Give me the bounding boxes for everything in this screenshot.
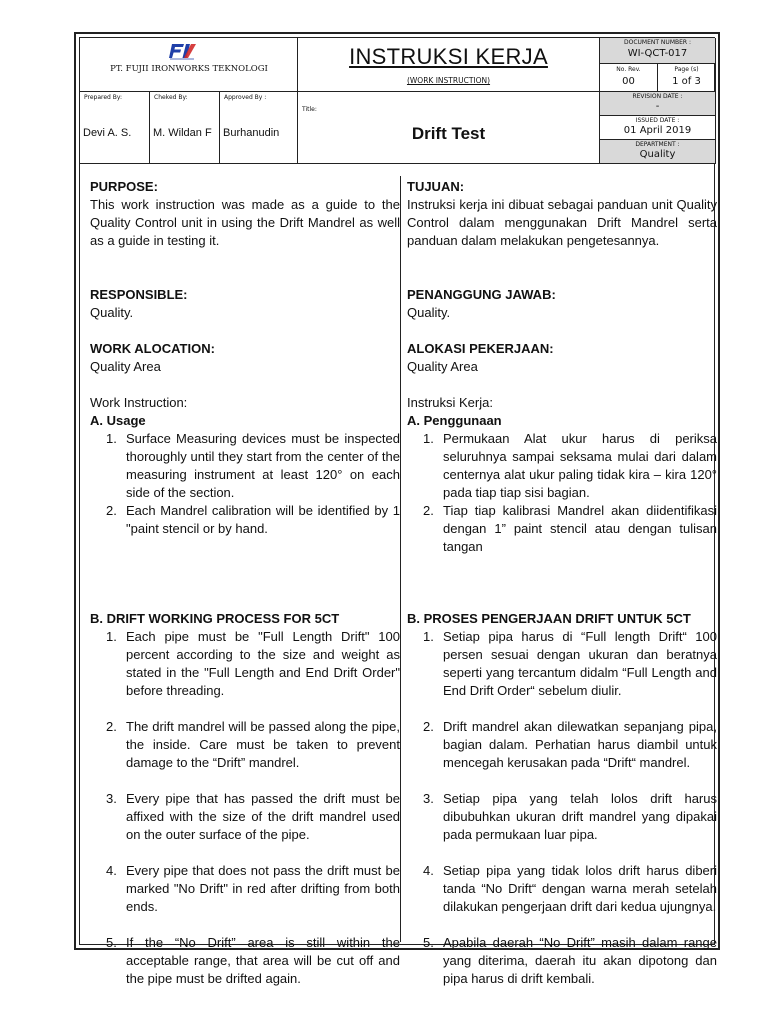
purpose-text: This work instruction was made as a guide to the Quality Control unit in using the Drift Mandrel as well as a guide in testing it. <box>90 197 400 248</box>
document-inner-frame <box>79 37 717 986</box>
list-item: 1. Surface Measuring devices must be inspected thoroughly until they start from the center of the measuring instrument at least 120° on each side of the section. <box>106 431 400 500</box>
checked-by-cell <box>150 92 220 164</box>
list-item: 1. Setiap pipa harus di “Full length Drift“ 100 persen sesuai dengan ukuran dan beratnya seperti yang tercantum didalm “Full Length and End Drift Order“ sebelum diulir. <box>423 629 717 698</box>
list-item: 3. Setiap pipa yang telah lolos drift harus dibubuhkan ukuran drift mandrel yang dipakai pada permukaan luar pipa. <box>423 791 717 842</box>
revision-date-value: - <box>655 101 660 112</box>
fi-logo-icon <box>168 42 198 60</box>
column-divider <box>400 176 401 942</box>
tujuan-heading: TUJUAN: <box>407 179 465 194</box>
ik-heading: Instruksi Kerja: <box>407 395 493 410</box>
approved-by-cell <box>220 92 298 164</box>
list-item: 2. The drift mandrel will be passed along the pipe, the inside. Care must be taken to prevent damage to the “Drift” mandrel. <box>106 719 400 770</box>
checked-by-name: M. Wildan F <box>153 127 212 139</box>
penggunaan-heading: A. Penggunaan <box>407 413 502 428</box>
wi-heading: Work Instruction: <box>90 395 188 410</box>
rev-cell <box>600 64 658 92</box>
alokasi-section <box>407 340 717 376</box>
doc-number-label: DOCUMENT NUMBER : <box>623 39 691 46</box>
instruksi-kerja-section <box>407 394 717 556</box>
list-item: 1. Each pipe must be "Full Length Drift" 100 percent according to the size and weight as stated in the "Full Length and End Drift Order" before threading. <box>106 629 400 698</box>
prepared-by-name: Devi A. S. <box>83 127 132 139</box>
rev-value: 00 <box>622 76 635 87</box>
page-label: Page (s) <box>674 66 699 73</box>
department-label: DEPARTMENT : <box>635 141 680 148</box>
approved-by-name: Burhanudin <box>223 127 280 139</box>
page-title: INSTRUKSI KERJA <box>349 44 548 69</box>
alokasi-text: Quality Area <box>407 359 478 374</box>
company-cell <box>80 38 298 92</box>
list-item: 5. Apabila daerah “No Drift” masih dalam range yang diterima, daerah itu akan dipotong dan pipa harus di drift kembali. <box>423 935 717 986</box>
drift-process-section <box>90 610 400 988</box>
drift-process-heading: B. DRIFT WORKING PROCESS FOR 5CT <box>90 611 340 626</box>
document-header <box>80 38 716 164</box>
list-item: 2. Drift mandrel akan dilewatkan sepanjang pipa, bagian dalam. Perhatian harus diambil untuk mencegah kerusakan pada “Drift“ mandrel. <box>423 719 717 770</box>
alokasi-heading: ALOKASI PEKERJAAN: <box>407 341 554 356</box>
responsible-section <box>90 286 400 322</box>
issued-date-cell <box>600 116 716 140</box>
revision-date-label: REVISION DATE : <box>632 93 683 100</box>
usage-heading: A. Usage <box>90 413 146 428</box>
revision-date-cell <box>600 92 716 116</box>
proses-drift-section <box>407 610 717 988</box>
title-label: Title: <box>302 106 317 113</box>
page-subtitle: (WORK INSTRUCTION) <box>406 76 491 85</box>
doc-number-value: WI-QCT-017 <box>627 48 688 59</box>
responsible-text: Quality. <box>90 305 134 320</box>
list-item: 3. Every pipe that has passed the drift must be affixed with the size of the drift mandrel used on the outer surface of the pipe. <box>106 791 400 842</box>
alloc-section <box>90 340 400 376</box>
page-value: 1 of 3 <box>672 76 701 87</box>
issued-date-label: ISSUED DATE : <box>635 117 680 124</box>
penanggung-jawab-section <box>407 286 717 322</box>
proses-drift-list <box>407 628 717 988</box>
list-item: 4. Setiap pipa yang tidak lolos drift harus diberi tanda “No Drift“ dengan warna merah setelah dilakukan pengerjaan drift dari kedua ujungnya. <box>423 863 717 914</box>
penanggung-jawab-text: Quality. <box>407 305 451 320</box>
proses-drift-heading: B. PROSES PENGERJAAN DRIFT UNTUK 5CT <box>407 611 691 626</box>
list-item: 4. Every pipe that does not pass the drift must be marked "No Drift" in red after drifting from both ends. <box>106 863 400 914</box>
title-cell <box>298 92 600 164</box>
company-name: PT. FUJII IRONWORKS TEKNOLOGI <box>110 64 268 74</box>
department-cell <box>600 140 716 164</box>
approved-by-label: Approved By : <box>224 94 267 101</box>
responsible-heading: RESPONSIBLE: <box>90 287 188 302</box>
prepared-by-cell <box>80 92 150 164</box>
document-frame <box>74 32 720 986</box>
alloc-text: Quality Area <box>90 359 161 374</box>
usage-list <box>90 430 400 538</box>
checked-by-label: Cheked By: <box>154 94 188 101</box>
issued-date-value: 01 April 2019 <box>623 125 692 136</box>
page-cell <box>658 64 716 92</box>
tujuan-text: Instruksi kerja ini dibuat sebagai panduan unit Quality Control dalam menggunakan Drift Mandrel serta panduan dalam melakukan pengetesannya. <box>407 197 717 248</box>
drift-process-list <box>90 628 400 988</box>
document-title: Drift Test <box>411 124 486 143</box>
penanggung-jawab-heading: PENANGGUNG JAWAB: <box>407 287 556 302</box>
rev-label: No. Rev. <box>616 66 641 73</box>
department-value: Quality <box>639 149 676 160</box>
work-instruction-section <box>90 394 400 538</box>
prepared-by-label: Prepared By: <box>84 94 123 101</box>
list-item: 2. Each Mandrel calibration will be identified by 1 "paint stencil or by hand. <box>106 503 400 536</box>
purpose-heading: PURPOSE: <box>90 179 158 194</box>
alloc-heading: WORK ALOCATION: <box>90 341 215 356</box>
list-item: 5. If the “No Drift” area is still within the acceptable range, that area will be cut off and the pipe must be drifted again. <box>106 935 400 986</box>
list-item: 1. Permukaan Alat ukur harus di periksa seluruhnya sampai seksama mulai dari dalam centernya alat ukur paling tidak kira – kira 120° pada tiap tiap sisi bagian. <box>423 431 717 500</box>
purpose-section <box>90 178 400 250</box>
penggunaan-list <box>407 430 717 556</box>
doc-number-cell <box>600 38 716 64</box>
list-item: 2. Tiap tiap kalibrasi Mandrel akan diidentifikasi dengan 1” paint stencil atau dengan tulisan tangan <box>423 503 717 554</box>
title-box <box>298 38 600 92</box>
tujuan-section <box>407 178 717 250</box>
